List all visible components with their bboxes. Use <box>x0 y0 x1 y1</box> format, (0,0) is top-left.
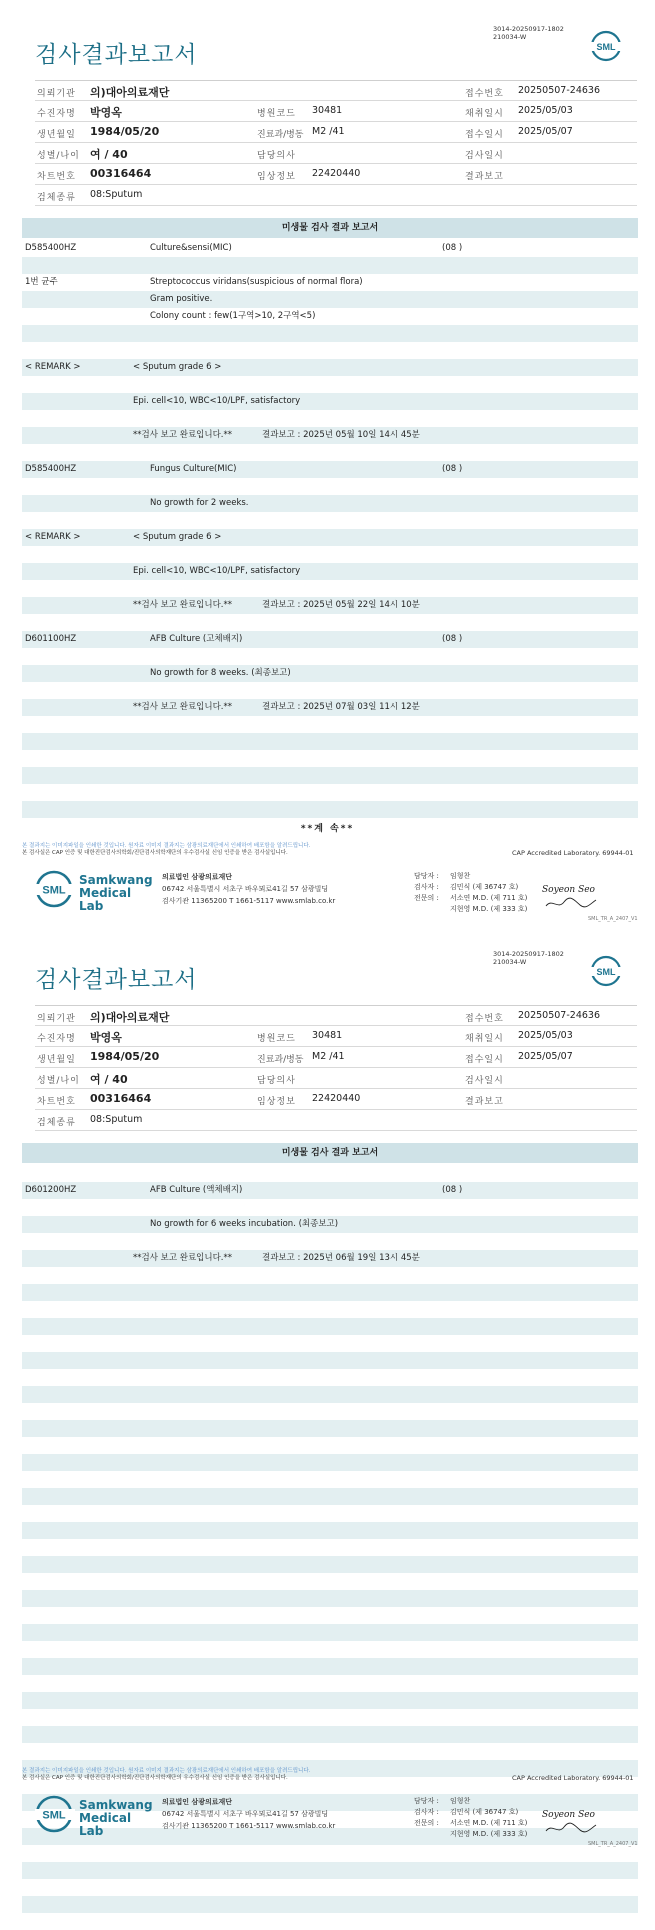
table-row <box>22 240 638 257</box>
header-row <box>35 1110 637 1131</box>
table-row <box>22 359 638 376</box>
req-org-label: 의뢰기관 <box>37 89 76 99</box>
header-row <box>35 185 637 206</box>
clinical-value: 22420440 <box>312 168 361 179</box>
row-cell-c1b: Epi. cell<10, WBC<10/LPF, satisfactory <box>133 566 301 576</box>
specialist-1: 서소연 M.D. (제 711 호) <box>450 894 528 902</box>
row-cell-c1: < REMARK > <box>25 362 81 372</box>
section-title: 미생물 검사 결과 보고서 <box>22 1143 638 1163</box>
table-row <box>22 1165 638 1182</box>
table-row <box>22 784 638 801</box>
table-row <box>22 1403 638 1420</box>
row-cell-c1: < REMARK > <box>25 532 81 542</box>
dept-value: M2 /41 <box>312 126 345 137</box>
signatories <box>414 1796 527 1840</box>
tester-name: 김민식 (제 36747 호) <box>450 1808 519 1816</box>
specimen-value: 08:Sputum <box>90 1114 143 1125</box>
row-cell-c1b: < Sputum grade 6 > <box>133 362 222 372</box>
req-org-value: 의)대아의료재단 <box>90 86 170 99</box>
row-cell-c2: Fungus Culture(MIC) <box>150 464 237 474</box>
header-row <box>35 80 637 101</box>
exam-date-label: 검사일시 <box>465 151 504 161</box>
signatories <box>414 871 527 915</box>
table-row <box>22 376 638 393</box>
table-row <box>22 580 638 597</box>
row-cell-c2: No growth for 2 weeks. <box>150 498 249 508</box>
footer-note-2: 본 검사실은 CAP 인증 및 대한진단검사의학회/진단검사의학재단의 우수검사실 신임 인증을 받은 검사실입니다. <box>22 1775 288 1781</box>
receipt-no-value: 20250507-24636 <box>518 1010 601 1021</box>
row-cell-c1b: **검사 보고 완료입니다.** <box>133 702 233 712</box>
receipt-no-label: 접수번호 <box>465 89 504 99</box>
patient-header <box>35 80 637 206</box>
hosp-code-label: 병원코드 <box>257 109 296 119</box>
brand-line2: Medical Lab <box>79 886 132 913</box>
signature-image <box>540 878 600 914</box>
row-cell-c3: 결과보고 : 2025년 07월 03일 11시 12분 <box>262 702 420 712</box>
org-address: 06742 서울특별시 서초구 바우뫼로41길 57 삼광빌딩 <box>162 885 329 893</box>
table-row <box>22 410 638 427</box>
sml-logo-icon <box>590 955 622 987</box>
sml-logo-text: SML <box>596 967 616 977</box>
table-row <box>22 1879 638 1896</box>
chart-value: 00316464 <box>90 167 152 180</box>
continued-mark: **계 속** <box>300 824 355 834</box>
table-row <box>22 1692 638 1709</box>
table-row <box>22 274 638 291</box>
table-row <box>22 1675 638 1692</box>
row-cell-c4: (08 ) <box>442 464 463 474</box>
row-cell-c3: 결과보고 : 2025년 06월 19일 13시 45분 <box>262 1253 420 1263</box>
staff-name: 임형찬 <box>450 1797 471 1805</box>
form-version: SML_TR_A_2407_V1 <box>588 1841 638 1847</box>
header-row <box>35 1005 637 1026</box>
table-row <box>22 1352 638 1369</box>
table-row <box>22 1590 638 1607</box>
table-row <box>22 1233 638 1250</box>
page-title: 검사결과보고서 <box>35 967 198 993</box>
footer-note-2: 본 검사실은 CAP 인증 및 대한진단검사의학회/진단검사의학재단의 우수검사실 신임 인증을 받은 검사실입니다. <box>22 850 288 856</box>
header-row <box>35 122 637 143</box>
table-row <box>22 597 638 614</box>
tester-label: 검사자 : <box>414 1808 439 1816</box>
specimen-value: 08:Sputum <box>90 189 143 200</box>
clinical-label: 임상정보 <box>257 1097 296 1107</box>
clinical-label: 임상정보 <box>257 172 296 182</box>
chart-value: 00316464 <box>90 1092 152 1105</box>
row-cell-c2: Culture&sensi(MIC) <box>150 243 232 253</box>
row-cell-c1: D585400HZ <box>25 243 77 253</box>
table-row <box>22 1539 638 1556</box>
table-row <box>22 716 638 733</box>
sml-logo-text: SML <box>42 884 66 897</box>
sex-age-value: 여 / 40 <box>90 1073 128 1086</box>
clinical-value: 22420440 <box>312 1093 361 1104</box>
staff-name: 임형찬 <box>450 872 471 880</box>
table-row <box>22 682 638 699</box>
table-row <box>22 308 638 325</box>
table-row <box>22 1454 638 1471</box>
table-row <box>22 1471 638 1488</box>
receipt-no-value: 20250507-24636 <box>518 85 601 96</box>
specialist-1: 서소연 M.D. (제 711 호) <box>450 1819 528 1827</box>
table-row <box>22 325 638 342</box>
receipt-date-value: 2025/05/07 <box>518 1051 573 1062</box>
table-row <box>22 1913 638 1930</box>
table-row <box>22 1216 638 1233</box>
table-row <box>22 750 638 767</box>
table-row <box>22 1522 638 1539</box>
table-row <box>22 512 638 529</box>
report-page-2 <box>0 925 655 1850</box>
footer-note-1: 본 결과지는 이미지파일을 인쇄한 것입니다. 원자료 이미지 결과지는 삼광의료재단에서 인쇄하여 배포함을 알려드립니다. <box>22 843 311 849</box>
row-cell-c2: No growth for 6 weeks incubation. (최종보고) <box>150 1219 339 1229</box>
header-row <box>35 164 637 185</box>
birth-value: 1984/05/20 <box>90 125 160 138</box>
brand-name <box>79 1799 153 1838</box>
report-code-line2: 210034-W <box>493 33 527 41</box>
table-row <box>22 767 638 784</box>
header-row <box>35 101 637 122</box>
patient-label: 수진자명 <box>37 1034 76 1044</box>
report-code-line2: 210034-W <box>493 958 527 966</box>
header-row <box>35 1026 637 1047</box>
specimen-label: 검체종류 <box>37 1118 76 1128</box>
org-info <box>162 1796 335 1832</box>
table-row <box>22 1709 638 1726</box>
table-row <box>22 1250 638 1267</box>
org-contact: 검사기관 11365200 T 1661-5117 www.smlab.co.kr <box>162 1822 336 1830</box>
table-row <box>22 1267 638 1284</box>
org-contact: 검사기관 11365200 T 1661-5117 www.smlab.co.kr <box>162 897 336 905</box>
row-cell-c2: Gram positive. <box>150 294 213 304</box>
dept-value: M2 /41 <box>312 1051 345 1062</box>
table-row <box>22 1318 638 1335</box>
dept-label: 진료과/병동 <box>257 1055 304 1065</box>
brand-name <box>79 874 153 913</box>
table-row <box>22 1896 638 1913</box>
birth-label: 생년월일 <box>37 1055 76 1065</box>
row-cell-c4: (08 ) <box>442 634 463 644</box>
table-row <box>22 478 638 495</box>
req-org-value: 의)대아의료재단 <box>90 1011 170 1024</box>
org-address: 06742 서울특별시 서초구 바우뫼로41길 57 삼광빌딩 <box>162 1810 329 1818</box>
receipt-no-label: 접수번호 <box>465 1014 504 1024</box>
table-row <box>22 461 638 478</box>
footer-note-1: 본 결과지는 이미지파일을 인쇄한 것입니다. 원자료 이미지 결과지는 삼광의료재단에서 인쇄하여 배포함을 알려드립니다. <box>22 1768 311 1774</box>
collect-date-label: 채취일시 <box>465 1034 504 1044</box>
header-row <box>35 1089 637 1110</box>
table-row <box>22 1505 638 1522</box>
table-row <box>22 1437 638 1454</box>
table-row <box>22 1182 638 1199</box>
hosp-code-value: 30481 <box>312 105 343 116</box>
chart-label: 차트번호 <box>37 1097 76 1107</box>
cap-accreditation: CAP Accredited Laboratory. 69944-01 <box>512 849 634 857</box>
birth-label: 생년월일 <box>37 130 76 140</box>
receipt-date-label: 접수일시 <box>465 1055 504 1065</box>
specialist-label: 전문의 : <box>414 1819 439 1827</box>
table-row <box>22 1369 638 1386</box>
table-row <box>22 342 638 359</box>
report-code-line1: 3014-20250917-1802 <box>493 25 564 33</box>
birth-value: 1984/05/20 <box>90 1050 160 1063</box>
org-name: 의료법인 삼광의료재단 <box>162 873 233 881</box>
receipt-date-value: 2025/05/07 <box>518 126 573 137</box>
org-info <box>162 871 335 907</box>
row-cell-c1b: Epi. cell<10, WBC<10/LPF, satisfactory <box>133 396 301 406</box>
row-cell-c2: AFB Culture (고체배지) <box>150 634 243 644</box>
collect-date-label: 채취일시 <box>465 109 504 119</box>
hosp-code-value: 30481 <box>312 1030 343 1041</box>
staff-label: 담당자 : <box>414 872 439 880</box>
table-row <box>22 291 638 308</box>
table-row <box>22 1607 638 1624</box>
table-row <box>22 563 638 580</box>
receipt-date-label: 접수일시 <box>465 130 504 140</box>
sml-logo-icon <box>35 869 75 909</box>
section-title: 미생물 검사 결과 보고서 <box>22 218 638 238</box>
row-cell-c2: No growth for 8 weeks. (최종보고) <box>150 668 291 678</box>
table-row <box>22 1284 638 1301</box>
sex-age-value: 여 / 40 <box>90 148 128 161</box>
table-row <box>22 495 638 512</box>
report-page-1 <box>0 0 655 925</box>
brand-line1: Samkwang <box>79 1798 153 1812</box>
table-row <box>22 614 638 631</box>
table-row <box>22 257 638 274</box>
table-row <box>22 529 638 546</box>
table-row <box>22 631 638 648</box>
row-cell-c4: (08 ) <box>442 1185 463 1195</box>
row-cell-c1: D585400HZ <box>25 464 77 474</box>
table-row <box>22 1488 638 1505</box>
patient-value: 박영옥 <box>90 1031 122 1044</box>
table-row <box>22 1641 638 1658</box>
doctor-label: 담당의사 <box>257 151 296 161</box>
doctor-label: 담당의사 <box>257 1076 296 1086</box>
table-row <box>22 801 638 818</box>
row-cell-c1b: < Sputum grade 6 > <box>133 532 222 542</box>
table-row <box>22 1743 638 1760</box>
table-row <box>22 1573 638 1590</box>
row-cell-c2: Colony count : few(1구역>10, 2구역<5) <box>150 311 316 321</box>
sex-age-label: 성별/나이 <box>37 1076 80 1086</box>
sml-logo-icon <box>590 30 622 62</box>
table-row <box>22 1726 638 1743</box>
page-title: 검사결과보고서 <box>35 42 198 68</box>
brand-line2: Medical Lab <box>79 1811 132 1838</box>
signature-text: Soyeon Seo <box>542 885 595 895</box>
hosp-code-label: 병원코드 <box>257 1034 296 1044</box>
table-row <box>22 1301 638 1318</box>
table-row <box>22 1862 638 1879</box>
staff-label: 담당자 : <box>414 1797 439 1805</box>
sml-logo-icon <box>35 1794 75 1834</box>
row-cell-c1: D601100HZ <box>25 634 77 644</box>
patient-label: 수진자명 <box>37 109 76 119</box>
row-cell-c3: 결과보고 : 2025년 05월 10일 14시 45분 <box>262 430 420 440</box>
req-org-label: 의뢰기관 <box>37 1014 76 1024</box>
result-report-label: 결과보고 <box>465 172 504 182</box>
specialist-label: 전문의 : <box>414 894 439 902</box>
patient-value: 박영옥 <box>90 106 122 119</box>
header-row <box>35 1047 637 1068</box>
row-cell-c3: 결과보고 : 2025년 05월 22일 14시 10분 <box>262 600 420 610</box>
row-cell-c1b: **검사 보고 완료입니다.** <box>133 1253 233 1263</box>
collect-date-value: 2025/05/03 <box>518 1030 573 1041</box>
table-row <box>22 1556 638 1573</box>
report-code-line1: 3014-20250917-1802 <box>493 950 564 958</box>
sml-logo-text: SML <box>42 1809 66 1822</box>
row-cell-c1: D601200HZ <box>25 1185 77 1195</box>
org-name: 의료법인 삼광의료재단 <box>162 1798 233 1806</box>
table-row <box>22 1624 638 1641</box>
row-cell-c1b: **검사 보고 완료입니다.** <box>133 600 233 610</box>
tester-label: 검사자 : <box>414 883 439 891</box>
row-cell-c2: Streptococcus viridans(suspicious of normal flora) <box>150 277 363 287</box>
cap-accreditation: CAP Accredited Laboratory. 69944-01 <box>512 1774 634 1782</box>
table-row <box>22 1420 638 1437</box>
specialist-2: 지현영 M.D. (제 333 호) <box>450 905 528 913</box>
table-row <box>22 393 638 410</box>
table-row <box>22 733 638 750</box>
table-row <box>22 1658 638 1675</box>
chart-label: 차트번호 <box>37 172 76 182</box>
header-row <box>35 143 637 164</box>
table-row <box>22 427 638 444</box>
dept-label: 진료과/병동 <box>257 130 304 140</box>
table-row <box>22 665 638 682</box>
form-version: SML_TR_A_2407_V1 <box>588 916 638 922</box>
exam-date-label: 검사일시 <box>465 1076 504 1086</box>
header-row <box>35 1068 637 1089</box>
table-row <box>22 546 638 563</box>
sml-logo-text: SML <box>596 42 616 52</box>
result-report-label: 결과보고 <box>465 1097 504 1107</box>
table-row <box>22 1386 638 1403</box>
table-row <box>22 1845 638 1862</box>
signature-image <box>540 1803 600 1839</box>
table-row <box>22 699 638 716</box>
report-code <box>493 25 564 41</box>
table-row <box>22 444 638 461</box>
row-cell-c4: (08 ) <box>442 243 463 253</box>
row-cell-c1b: **검사 보고 완료입니다.** <box>133 430 233 440</box>
report-code <box>493 950 564 966</box>
table-row <box>22 1199 638 1216</box>
specialist-2: 지현영 M.D. (제 333 호) <box>450 1830 528 1838</box>
specimen-label: 검체종류 <box>37 193 76 203</box>
table-row <box>22 1335 638 1352</box>
samkwang-logo <box>35 1794 153 1838</box>
row-cell-c1: 1번 균주 <box>25 277 58 287</box>
tester-name: 김민식 (제 36747 호) <box>450 883 519 891</box>
collect-date-value: 2025/05/03 <box>518 105 573 116</box>
patient-header <box>35 1005 637 1131</box>
brand-line1: Samkwang <box>79 873 153 887</box>
sex-age-label: 성별/나이 <box>37 151 80 161</box>
row-cell-c2: AFB Culture (액체배지) <box>150 1185 243 1195</box>
signature-text: Soyeon Seo <box>542 1810 595 1820</box>
table-row <box>22 648 638 665</box>
samkwang-logo <box>35 869 153 913</box>
